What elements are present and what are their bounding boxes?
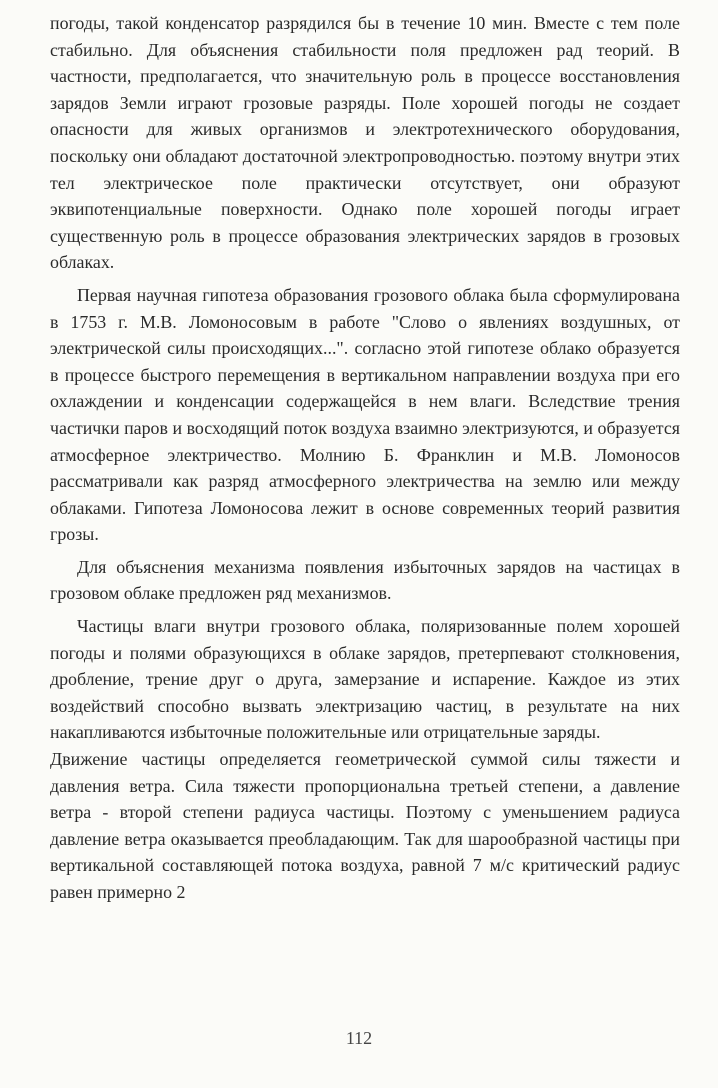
paragraph-3: Для объяснения механизма появления избыточных зарядов на частицах в грозовом облаке предложен ряд механизмов. (50, 556, 680, 604)
paragraph-2: Первая научная гипотеза образования грозового облака была сформулирована в 1753 г. М.В. Ломоносовым в работе "Слово о явлениях воздушных, от электрической силы происходящих...". согласно этой гипотезе облако образуется в процессе быстрого перемещения в вертикальном направлении воздуха при его охлаждении и конденсации содержащейся в нем влаги. Вследствие трения частички паров и восходящий поток воздуха взаимно электризуются, и образуется атмосферное электричество. Молнию Б. Франклин и М.В. Ломоносов рассматривали как разряд атмосферного электричества на землю или между облаками. Гипотеза Ломоносова лежит в основе современных теорий развития грозы. (50, 284, 680, 545)
paragraph-5: Движение частицы определяется геометрической суммой силы тяжести и давления ветра. Сила тяжести пропорциональна третьей степени, а давление ветра - второй степени радиуса частицы. Поэтому с уменьшением радиуса давление ветра оказывается преобладающим. Так для шарообразной частицы при вертикальной составляющей потока воздуха, равной 7 м/с критический радиус равен примерно 2 (50, 749, 680, 902)
page-body (50, 10, 680, 906)
paragraph-4: Частицы влаги внутри грозового облака, поляризованные полем хорошей погоды и полями образующихся в облаке зарядов, претерпевают столкновения, дробление, трение друг о друга, замерзание и испарение. Каждое из этих воздействий способно вызвать электризацию частиц, в результате на них накапливаются избыточные положительные или отрицательные заряды. (50, 616, 680, 743)
paragraph-1: погоды, такой конденсатор разрядился бы в течение 10 мин. Вместе с тем поле стабильно. Для объяснения стабильности поля предложен рад теорий. В частности, предполагается, что значительную роль в процессе восстановления зарядов Земли играют грозовые разряды. Поле хорошей погоды не создает опасности для живых организмов и электротехнического оборудования, поскольку они обладают достаточной электропроводностью. поэтому внутри этих тел электрическое поле практически отсутствует, они образуют эквипотенциальные поверхности. Однако поле хорошей погоды играет существенную роль в процессе образования электрических зарядов в грозовых облаках. (50, 13, 680, 273)
page-number: 112 (345, 1028, 373, 1048)
